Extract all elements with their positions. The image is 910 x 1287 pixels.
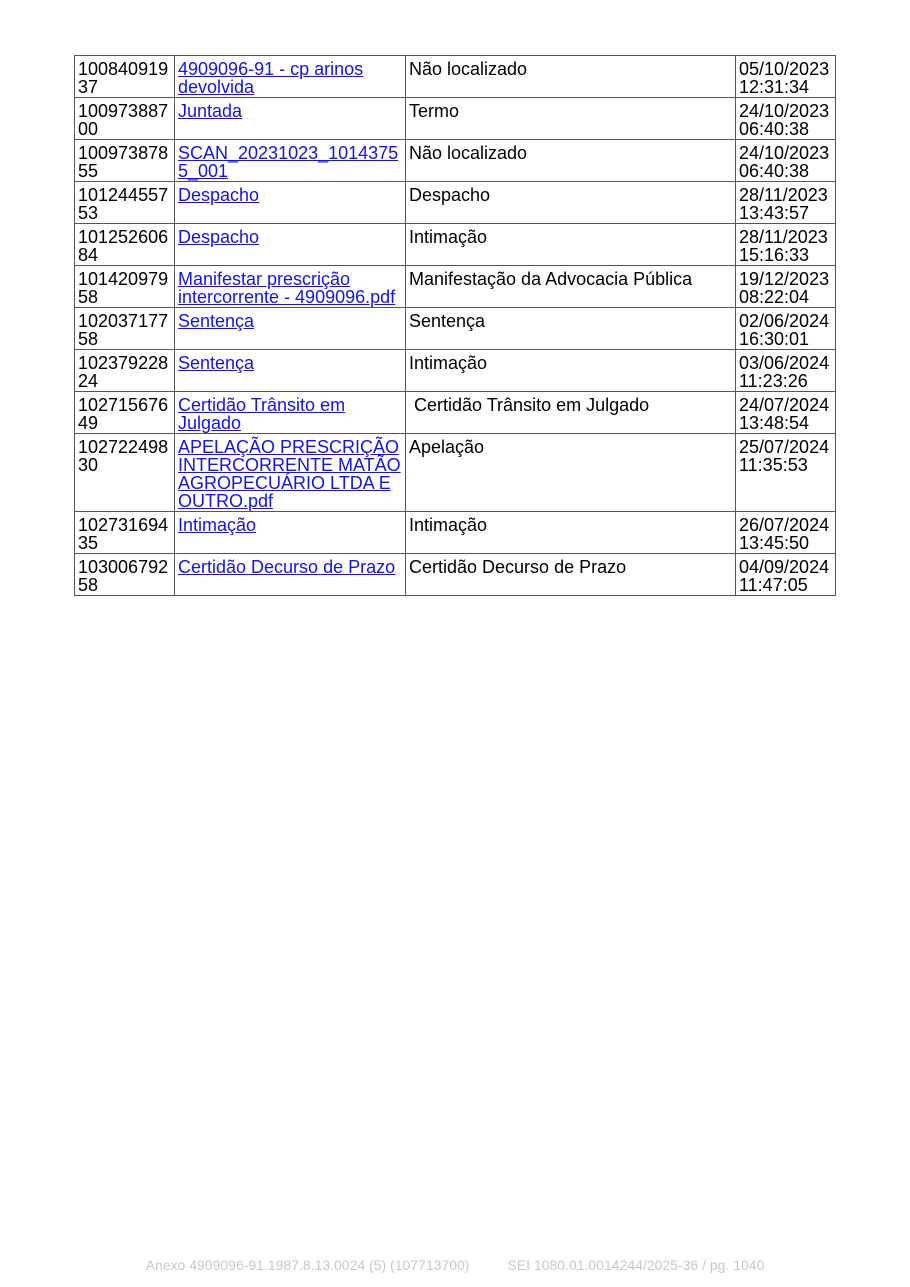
cell-datetime bbox=[736, 392, 836, 434]
document-time: 12:31:34 bbox=[739, 77, 810, 97]
cell-document-link bbox=[175, 182, 406, 224]
cell-datetime bbox=[736, 182, 836, 224]
document-time: 06:40:38 bbox=[739, 161, 810, 181]
cell-document-id bbox=[75, 308, 175, 350]
cell-datetime bbox=[736, 98, 836, 140]
cell-datetime bbox=[736, 266, 836, 308]
document-link[interactable]: Certidão Decurso de Prazo bbox=[178, 557, 396, 577]
document-link[interactable]: Manifestar prescrição intercorrente - 4909096.pdf bbox=[178, 269, 396, 307]
table-row bbox=[75, 308, 836, 350]
document-date: 05/10/2023 bbox=[739, 59, 830, 79]
cell-document-id bbox=[75, 350, 175, 392]
document-id: 10271567649 bbox=[78, 395, 169, 433]
footer-sei-reference: SEI 1080.01.0014244/2025-36 / pg. 1040 bbox=[507, 1257, 765, 1273]
document-type: Certidão Trânsito em Julgado bbox=[409, 395, 650, 415]
document-date: 02/06/2024 bbox=[739, 311, 830, 331]
document-id: 10124455753 bbox=[78, 185, 169, 223]
cell-document-type bbox=[406, 224, 736, 266]
cell-document-link bbox=[175, 350, 406, 392]
cell-datetime bbox=[736, 140, 836, 182]
document-id: 10272249830 bbox=[78, 437, 169, 475]
cell-datetime bbox=[736, 512, 836, 554]
document-date: 28/11/2023 bbox=[739, 185, 828, 205]
document-type: Intimação bbox=[409, 227, 488, 247]
document-type: Apelação bbox=[409, 437, 485, 457]
table-row bbox=[75, 350, 836, 392]
cell-document-type bbox=[406, 266, 736, 308]
document-date: 19/12/2023 bbox=[739, 269, 830, 289]
document-time: 08:22:04 bbox=[739, 287, 810, 307]
cell-document-link bbox=[175, 140, 406, 182]
cell-document-type bbox=[406, 512, 736, 554]
cell-document-type bbox=[406, 140, 736, 182]
document-type: Certidão Decurso de Prazo bbox=[409, 557, 627, 577]
document-time: 11:47:05 bbox=[739, 575, 808, 595]
cell-document-id bbox=[75, 434, 175, 512]
document-link[interactable]: 4909096-91 - cp arinos devolvida bbox=[178, 59, 364, 97]
table-row bbox=[75, 434, 836, 512]
cell-document-id bbox=[75, 266, 175, 308]
document-date: 24/10/2023 bbox=[739, 143, 830, 163]
cell-document-link bbox=[175, 308, 406, 350]
cell-document-type bbox=[406, 56, 736, 98]
cell-document-type bbox=[406, 182, 736, 224]
document-type: Não localizado bbox=[409, 143, 528, 163]
document-date: 03/06/2024 bbox=[739, 353, 830, 373]
table-row bbox=[75, 98, 836, 140]
cell-document-type bbox=[406, 554, 736, 596]
cell-document-id bbox=[75, 98, 175, 140]
table-row bbox=[75, 554, 836, 596]
document-type: Não localizado bbox=[409, 59, 528, 79]
document-date: 26/07/2024 bbox=[739, 515, 830, 535]
table-row bbox=[75, 266, 836, 308]
document-date: 24/07/2024 bbox=[739, 395, 830, 415]
document-type: Intimação bbox=[409, 515, 488, 535]
documents-table-body bbox=[75, 56, 836, 596]
table-row bbox=[75, 512, 836, 554]
document-id: 10125260684 bbox=[78, 227, 169, 265]
documents-table bbox=[74, 55, 836, 596]
cell-datetime bbox=[736, 224, 836, 266]
document-time: 11:35:53 bbox=[739, 455, 808, 475]
document-id: 10097387855 bbox=[78, 143, 169, 181]
cell-document-type bbox=[406, 308, 736, 350]
table-row bbox=[75, 182, 836, 224]
cell-datetime bbox=[736, 56, 836, 98]
document-id: 10203717758 bbox=[78, 311, 169, 349]
document-type: Despacho bbox=[409, 185, 491, 205]
cell-document-id bbox=[75, 554, 175, 596]
document-id: 10273169435 bbox=[78, 515, 169, 553]
cell-document-link bbox=[175, 266, 406, 308]
document-id: 10237922824 bbox=[78, 353, 169, 391]
cell-document-link bbox=[175, 392, 406, 434]
document-link[interactable]: Despacho bbox=[178, 185, 260, 205]
document-type: Sentença bbox=[409, 311, 486, 331]
document-date: 28/11/2023 bbox=[739, 227, 828, 247]
cell-document-type bbox=[406, 350, 736, 392]
table-row bbox=[75, 56, 836, 98]
cell-document-id bbox=[75, 224, 175, 266]
document-time: 13:45:50 bbox=[739, 533, 810, 553]
cell-document-type bbox=[406, 392, 736, 434]
cell-document-link bbox=[175, 434, 406, 512]
document-date: 24/10/2023 bbox=[739, 101, 830, 121]
cell-document-id bbox=[75, 56, 175, 98]
cell-document-id bbox=[75, 140, 175, 182]
table-row bbox=[75, 392, 836, 434]
document-time: 13:48:54 bbox=[739, 413, 810, 433]
table-row bbox=[75, 140, 836, 182]
document-link[interactable]: Juntada bbox=[178, 101, 243, 121]
cell-document-type bbox=[406, 434, 736, 512]
table-row bbox=[75, 224, 836, 266]
cell-document-link bbox=[175, 512, 406, 554]
cell-document-id bbox=[75, 392, 175, 434]
document-type: Manifestação da Advocacia Pública bbox=[409, 269, 693, 289]
document-link[interactable]: Sentença bbox=[178, 311, 255, 331]
document-time: 06:40:38 bbox=[739, 119, 810, 139]
cell-datetime bbox=[736, 554, 836, 596]
document-type: Termo bbox=[409, 101, 460, 121]
document-id: 10142097958 bbox=[78, 269, 169, 307]
cell-datetime bbox=[736, 308, 836, 350]
cell-document-type bbox=[406, 98, 736, 140]
document-id: 10084091937 bbox=[78, 59, 169, 97]
cell-document-link bbox=[175, 224, 406, 266]
document-link[interactable]: Intimação bbox=[178, 515, 257, 535]
footer-annex: Anexo 4909096-91.1987.8.13.0024 (5) (107713700) bbox=[145, 1257, 470, 1273]
cell-datetime bbox=[736, 434, 836, 512]
document-date: 25/07/2024 bbox=[739, 437, 830, 457]
page-footer bbox=[0, 1257, 910, 1273]
document-time: 11:23:26 bbox=[739, 371, 808, 391]
cell-document-link bbox=[175, 56, 406, 98]
document-link[interactable]: Certidão Trânsito em Julgado bbox=[178, 395, 346, 433]
document-link[interactable]: Despacho bbox=[178, 227, 260, 247]
document-date: 04/09/2024 bbox=[739, 557, 830, 577]
document-id: 10300679258 bbox=[78, 557, 169, 595]
document-id: 10097388700 bbox=[78, 101, 169, 139]
document-time: 15:16:33 bbox=[739, 245, 810, 265]
cell-document-id bbox=[75, 182, 175, 224]
cell-datetime bbox=[736, 350, 836, 392]
document-type: Intimação bbox=[409, 353, 488, 373]
cell-document-link bbox=[175, 554, 406, 596]
document-time: 13:43:57 bbox=[739, 203, 810, 223]
cell-document-link bbox=[175, 98, 406, 140]
document-link[interactable]: Sentença bbox=[178, 353, 255, 373]
document-link[interactable]: SCAN_20231023_1014375 5_001 bbox=[178, 143, 399, 181]
document-time: 16:30:01 bbox=[739, 329, 810, 349]
document-link[interactable]: APELAÇÃO PRESCRIÇÃO INTERCORRENTE MATÃO AGROPECUÁRIO LTDA E OUTRO.pdf bbox=[178, 437, 401, 511]
cell-document-id bbox=[75, 512, 175, 554]
